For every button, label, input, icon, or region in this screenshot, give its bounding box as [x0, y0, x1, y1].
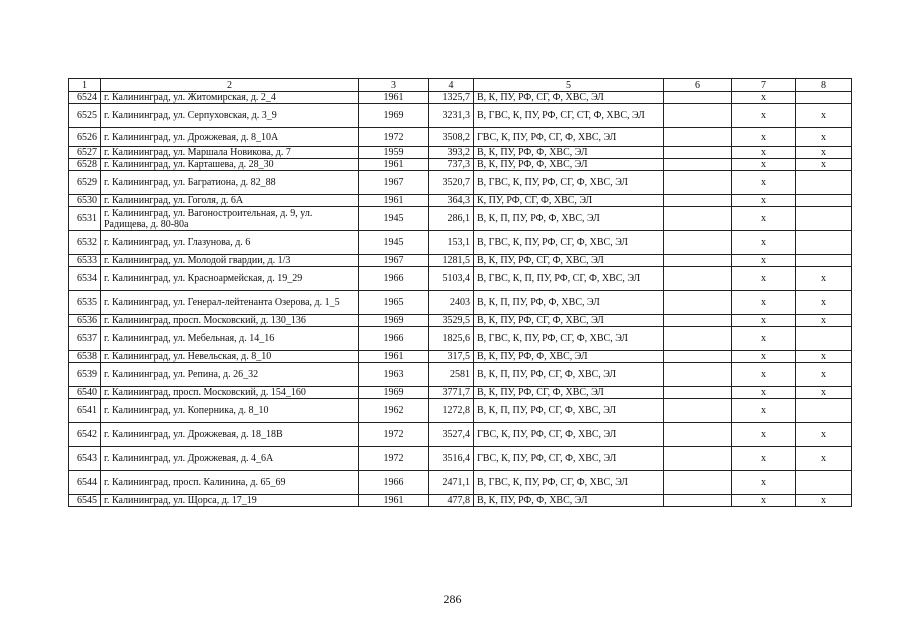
- table-row: [69, 471, 852, 495]
- cell-year-built: 1963: [359, 363, 429, 387]
- cell-services: В, К, ПУ, РФ, Ф, ХВС, ЭЛ: [474, 495, 664, 507]
- cell-column-8-mark: [796, 399, 852, 423]
- cell-area: 1281,5: [429, 255, 474, 267]
- cell-area: 1825,6: [429, 327, 474, 351]
- cell-column-7-mark: х: [732, 363, 796, 387]
- cell-column-6: [664, 104, 732, 128]
- cell-year-built: 1961: [359, 195, 429, 207]
- cell-address: г. Калининград, ул. Гоголя, д. 6А: [101, 195, 359, 207]
- table-row: [69, 104, 852, 128]
- cell-year-built: 1969: [359, 387, 429, 399]
- cell-address: г. Калининград, ул. Дрожжевая, д. 4_6А: [101, 447, 359, 471]
- cell-column-8-mark: х: [796, 423, 852, 447]
- cell-services: В, ГВС, К, ПУ, РФ, СГ, Ф, ХВС, ЭЛ: [474, 231, 664, 255]
- column-header: 7: [732, 79, 796, 92]
- table-row: [69, 423, 852, 447]
- cell-column-8-mark: х: [796, 291, 852, 315]
- cell-year-built: 1965: [359, 291, 429, 315]
- cell-services: В, К, П, ПУ, РФ, СГ, Ф, ХВС, ЭЛ: [474, 399, 664, 423]
- table-row: [69, 92, 852, 104]
- cell-area: 3771,7: [429, 387, 474, 399]
- table-row: [69, 447, 852, 471]
- cell-column-7-mark: х: [732, 104, 796, 128]
- table-row: [69, 327, 852, 351]
- cell-area: 2403: [429, 291, 474, 315]
- cell-column-7-mark: х: [732, 423, 796, 447]
- cell-row-number: 6533: [69, 255, 101, 267]
- cell-column-6: [664, 207, 732, 231]
- cell-row-number: 6540: [69, 387, 101, 399]
- cell-address: г. Калининград, ул. Молодой гвардии, д. 1/3: [101, 255, 359, 267]
- cell-year-built: 1961: [359, 159, 429, 171]
- cell-year-built: 1972: [359, 423, 429, 447]
- cell-row-number: 6525: [69, 104, 101, 128]
- cell-services: ГВС, К, ПУ, РФ, СГ, Ф, ХВС, ЭЛ: [474, 447, 664, 471]
- cell-area: 3508,2: [429, 128, 474, 147]
- cell-column-8-mark: х: [796, 159, 852, 171]
- cell-area: 3527,4: [429, 423, 474, 447]
- cell-column-6: [664, 255, 732, 267]
- cell-column-6: [664, 351, 732, 363]
- cell-services: В, К, ПУ, РФ, Ф, ХВС, ЭЛ: [474, 351, 664, 363]
- table-row: [69, 171, 852, 195]
- cell-services: В, ГВС, К, П, ПУ, РФ, СГ, Ф, ХВС, ЭЛ: [474, 267, 664, 291]
- cell-column-8-mark: х: [796, 387, 852, 399]
- cell-column-7-mark: х: [732, 159, 796, 171]
- cell-row-number: 6530: [69, 195, 101, 207]
- page-number: 286: [443, 592, 462, 606]
- cell-address: г. Калининград, ул. Вагоностроительная, д. 9, ул. Радищева, д. 80-80а: [101, 207, 359, 231]
- column-number-row: [69, 79, 852, 92]
- cell-column-8-mark: х: [796, 363, 852, 387]
- cell-address: г. Калининград, ул. Невельская, д. 8_10: [101, 351, 359, 363]
- cell-services: ГВС, К, ПУ, РФ, СГ, Ф, ХВС, ЭЛ: [474, 423, 664, 447]
- cell-area: 3529,5: [429, 315, 474, 327]
- cell-services: В, К, ПУ, РФ, Ф, ХВС, ЭЛ: [474, 159, 664, 171]
- cell-column-6: [664, 267, 732, 291]
- cell-services: В, К, ПУ, РФ, СГ, Ф, ХВС, ЭЛ: [474, 387, 664, 399]
- table-row: [69, 195, 852, 207]
- cell-column-6: [664, 471, 732, 495]
- cell-row-number: 6542: [69, 423, 101, 447]
- cell-services: В, К, П, ПУ, РФ, Ф, ХВС, ЭЛ: [474, 291, 664, 315]
- cell-year-built: 1966: [359, 471, 429, 495]
- table-row: [69, 291, 852, 315]
- cell-row-number: 6539: [69, 363, 101, 387]
- cell-column-6: [664, 92, 732, 104]
- cell-address: г. Калининград, ул. Глазунова, д. 6: [101, 231, 359, 255]
- column-header: 5: [474, 79, 664, 92]
- cell-area: 2471,1: [429, 471, 474, 495]
- cell-row-number: 6537: [69, 327, 101, 351]
- cell-column-6: [664, 315, 732, 327]
- cell-row-number: 6544: [69, 471, 101, 495]
- cell-year-built: 1961: [359, 92, 429, 104]
- cell-year-built: 1966: [359, 327, 429, 351]
- table-row: [69, 159, 852, 171]
- column-header: 2: [101, 79, 359, 92]
- cell-column-7-mark: х: [732, 315, 796, 327]
- table-body: [69, 92, 852, 507]
- cell-area: 317,5: [429, 351, 474, 363]
- cell-row-number: 6536: [69, 315, 101, 327]
- cell-area: 3231,3: [429, 104, 474, 128]
- cell-column-6: [664, 231, 732, 255]
- cell-column-8-mark: [796, 171, 852, 195]
- column-header: 6: [664, 79, 732, 92]
- cell-services: В, К, П, ПУ, РФ, Ф, ХВС, ЭЛ: [474, 207, 664, 231]
- table-row: [69, 363, 852, 387]
- cell-address: г. Калининград, ул. Щорса, д. 17_19: [101, 495, 359, 507]
- cell-row-number: 6543: [69, 447, 101, 471]
- cell-column-6: [664, 147, 732, 159]
- cell-address: г. Калининград, ул. Генерал-лейтенанта Озерова, д. 1_5: [101, 291, 359, 315]
- cell-column-8-mark: [796, 327, 852, 351]
- cell-address: г. Калининград, ул. Серпуховская, д. 3_9: [101, 104, 359, 128]
- cell-row-number: 6532: [69, 231, 101, 255]
- cell-services: В, ГВС, К, ПУ, РФ, СГ, Ф, ХВС, ЭЛ: [474, 471, 664, 495]
- cell-year-built: 1969: [359, 315, 429, 327]
- cell-row-number: 6528: [69, 159, 101, 171]
- table-row: [69, 207, 852, 231]
- cell-services: В, К, П, ПУ, РФ, СГ, Ф, ХВС, ЭЛ: [474, 363, 664, 387]
- cell-row-number: 6534: [69, 267, 101, 291]
- table-row: [69, 399, 852, 423]
- cell-column-7-mark: х: [732, 255, 796, 267]
- cell-row-number: 6527: [69, 147, 101, 159]
- cell-row-number: 6524: [69, 92, 101, 104]
- cell-row-number: 6526: [69, 128, 101, 147]
- cell-year-built: 1961: [359, 351, 429, 363]
- cell-column-8-mark: х: [796, 447, 852, 471]
- cell-column-6: [664, 171, 732, 195]
- cell-address: г. Калининград, ул. Житомирская, д. 2_4: [101, 92, 359, 104]
- cell-column-8-mark: х: [796, 128, 852, 147]
- cell-column-6: [664, 128, 732, 147]
- cell-column-8-mark: х: [796, 147, 852, 159]
- cell-year-built: 1967: [359, 171, 429, 195]
- cell-column-6: [664, 327, 732, 351]
- cell-address: г. Калининград, просп. Калинина, д. 65_69: [101, 471, 359, 495]
- cell-address: г. Калининград, ул. Репина, д. 26_32: [101, 363, 359, 387]
- cell-column-6: [664, 495, 732, 507]
- cell-column-6: [664, 423, 732, 447]
- cell-services: ГВС, К, ПУ, РФ, СГ, Ф, ХВС, ЭЛ: [474, 128, 664, 147]
- cell-area: 393,2: [429, 147, 474, 159]
- cell-area: 5103,4: [429, 267, 474, 291]
- cell-column-6: [664, 159, 732, 171]
- cell-year-built: 1969: [359, 104, 429, 128]
- cell-address: г. Калининград, ул. Дрожжевая, д. 18_18В: [101, 423, 359, 447]
- cell-column-7-mark: х: [732, 471, 796, 495]
- cell-address: г. Калининград, ул. Мебельная, д. 14_16: [101, 327, 359, 351]
- cell-column-6: [664, 291, 732, 315]
- cell-address: г. Калининград, просп. Московский, д. 130_136: [101, 315, 359, 327]
- cell-year-built: 1961: [359, 495, 429, 507]
- cell-row-number: 6545: [69, 495, 101, 507]
- cell-column-7-mark: х: [732, 128, 796, 147]
- cell-area: 3516,4: [429, 447, 474, 471]
- cell-column-7-mark: х: [732, 447, 796, 471]
- cell-column-7-mark: х: [732, 267, 796, 291]
- cell-column-7-mark: х: [732, 207, 796, 231]
- table-row: [69, 128, 852, 147]
- cell-column-7-mark: х: [732, 495, 796, 507]
- cell-column-7-mark: х: [732, 399, 796, 423]
- cell-row-number: 6538: [69, 351, 101, 363]
- cell-column-8-mark: х: [796, 351, 852, 363]
- cell-area: 477,8: [429, 495, 474, 507]
- column-header: 8: [796, 79, 852, 92]
- column-header: 4: [429, 79, 474, 92]
- cell-area: 1272,8: [429, 399, 474, 423]
- column-header: 3: [359, 79, 429, 92]
- cell-column-6: [664, 363, 732, 387]
- cell-address: г. Калининград, ул. Маршала Новикова, д. 7: [101, 147, 359, 159]
- cell-column-8-mark: [796, 231, 852, 255]
- cell-column-6: [664, 195, 732, 207]
- cell-column-8-mark: х: [796, 495, 852, 507]
- table-row: [69, 495, 852, 507]
- cell-services: В, К, ПУ, РФ, СГ, Ф, ХВС, ЭЛ: [474, 92, 664, 104]
- cell-column-6: [664, 447, 732, 471]
- table-row: [69, 255, 852, 267]
- cell-services: К, ПУ, РФ, СГ, Ф, ХВС, ЭЛ: [474, 195, 664, 207]
- cell-services: В, К, ПУ, РФ, СГ, Ф, ХВС, ЭЛ: [474, 315, 664, 327]
- cell-area: 286,1: [429, 207, 474, 231]
- cell-address: г. Калининград, ул. Дрожжевая, д. 8_10А: [101, 128, 359, 147]
- cell-column-8-mark: х: [796, 104, 852, 128]
- cell-address: г. Калининград, просп. Московский, д. 154_160: [101, 387, 359, 399]
- cell-year-built: 1966: [359, 267, 429, 291]
- cell-area: 737,3: [429, 159, 474, 171]
- cell-column-8-mark: [796, 92, 852, 104]
- table-row: [69, 147, 852, 159]
- housing-register-table: [68, 78, 852, 507]
- column-header: 1: [69, 79, 101, 92]
- cell-column-6: [664, 399, 732, 423]
- cell-column-7-mark: х: [732, 327, 796, 351]
- table-row: [69, 231, 852, 255]
- cell-address: г. Калининград, ул. Багратиона, д. 82_88: [101, 171, 359, 195]
- cell-address: г. Калининград, ул. Красноармейская, д. 19_29: [101, 267, 359, 291]
- table-row: [69, 387, 852, 399]
- cell-row-number: 6541: [69, 399, 101, 423]
- cell-column-8-mark: [796, 207, 852, 231]
- cell-year-built: 1945: [359, 207, 429, 231]
- cell-year-built: 1972: [359, 447, 429, 471]
- cell-address: г. Калининград, ул. Коперника, д. 8_10: [101, 399, 359, 423]
- cell-services: В, ГВС, К, ПУ, РФ, СГ, Ф, ХВС, ЭЛ: [474, 171, 664, 195]
- cell-column-7-mark: х: [732, 351, 796, 363]
- table-row: [69, 267, 852, 291]
- cell-column-7-mark: х: [732, 171, 796, 195]
- cell-column-8-mark: [796, 471, 852, 495]
- cell-area: 3520,7: [429, 171, 474, 195]
- cell-area: 1325,7: [429, 92, 474, 104]
- cell-column-6: [664, 387, 732, 399]
- cell-column-7-mark: х: [732, 291, 796, 315]
- cell-services: В, К, ПУ, РФ, Ф, ХВС, ЭЛ: [474, 147, 664, 159]
- cell-row-number: 6529: [69, 171, 101, 195]
- cell-column-8-mark: х: [796, 315, 852, 327]
- cell-area: 2581: [429, 363, 474, 387]
- cell-column-7-mark: х: [732, 195, 796, 207]
- cell-column-8-mark: [796, 195, 852, 207]
- cell-row-number: 6535: [69, 291, 101, 315]
- cell-year-built: 1972: [359, 128, 429, 147]
- cell-area: 364,3: [429, 195, 474, 207]
- cell-year-built: 1962: [359, 399, 429, 423]
- cell-row-number: 6531: [69, 207, 101, 231]
- cell-services: В, К, ПУ, РФ, СГ, Ф, ХВС, ЭЛ: [474, 255, 664, 267]
- cell-column-7-mark: х: [732, 387, 796, 399]
- table-row: [69, 315, 852, 327]
- table-row: [69, 351, 852, 363]
- cell-column-8-mark: х: [796, 267, 852, 291]
- cell-column-7-mark: х: [732, 231, 796, 255]
- cell-services: В, ГВС, К, ПУ, РФ, СГ, СТ, Ф, ХВС, ЭЛ: [474, 104, 664, 128]
- cell-column-8-mark: [796, 255, 852, 267]
- cell-address: г. Калининград, ул. Карташева, д. 28_30: [101, 159, 359, 171]
- cell-area: 153,1: [429, 231, 474, 255]
- cell-column-7-mark: х: [732, 147, 796, 159]
- cell-year-built: 1959: [359, 147, 429, 159]
- cell-year-built: 1967: [359, 255, 429, 267]
- cell-year-built: 1945: [359, 231, 429, 255]
- cell-services: В, ГВС, К, ПУ, РФ, СГ, Ф, ХВС, ЭЛ: [474, 327, 664, 351]
- cell-column-7-mark: х: [732, 92, 796, 104]
